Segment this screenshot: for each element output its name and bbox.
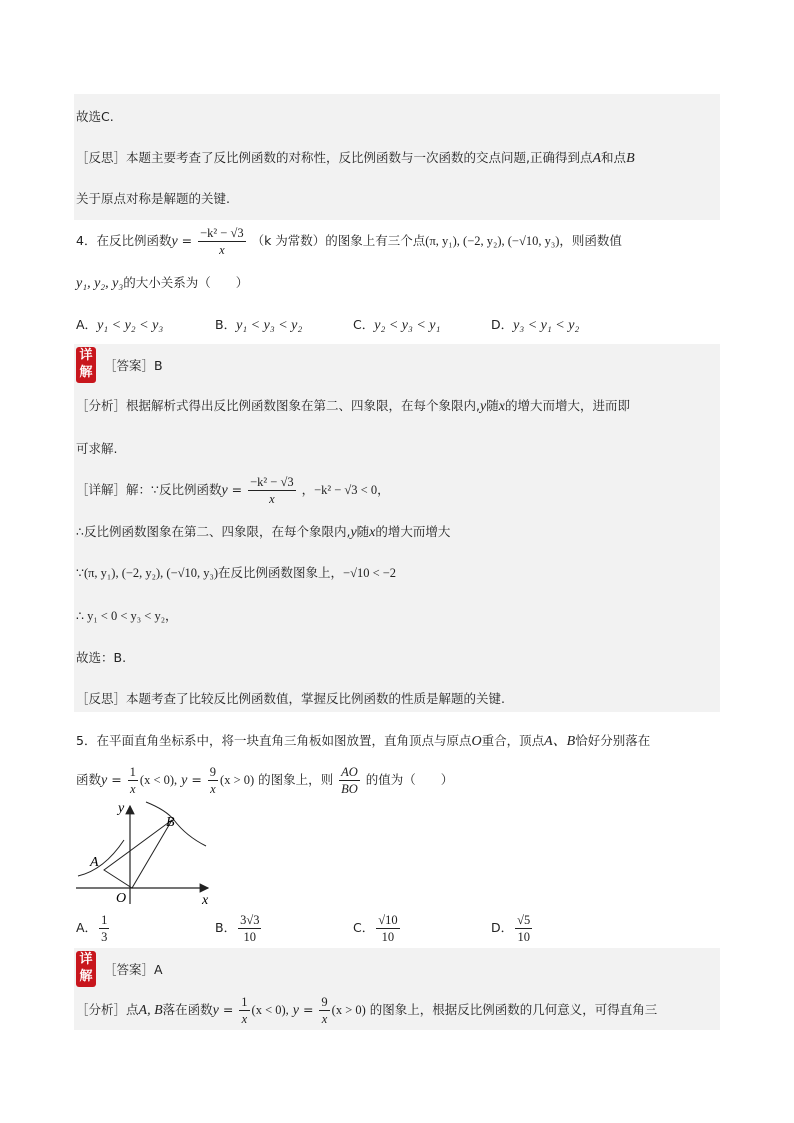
- q4-analysis-line1: ［分析］根据解析式得出反比例函数图象在第二、四象限，在每个象限内,y随x的增大而增大，进而即: [76, 398, 630, 414]
- q3-reflection-line1: ［反思］本题主要考查了反比例函数的对称性，反比例函数与一次函数的交点问题,正确得到点A和点B: [76, 150, 635, 166]
- detail-badge-icon: 详 解: [76, 347, 96, 383]
- q3-conclusion: 故选C.: [76, 109, 114, 124]
- triangle-AOB: [104, 820, 172, 888]
- q4-stem: 4．在反比例函数y = $\frac{\text{−k² − √3}}{x}$ （k 为常数）的图象上有三个点(π, y₁), (−2, y₂), (−√10, y₃)，则函数值: [76, 225, 622, 257]
- q3-reflection-line2: 关于原点对称是解题的关键.: [76, 191, 230, 206]
- graph-label-x: x: [202, 893, 209, 908]
- q4-option-a[interactable]: A．y₁ < y₂ < y₃: [76, 317, 164, 333]
- graph-label-O: O: [116, 891, 127, 906]
- q4-option-b[interactable]: B．y₁ < y₃ < y₂: [215, 317, 303, 333]
- q5-coordinate-figure: [74, 800, 214, 908]
- q4-step2: ∵(π, y₁), (−2, y₂), (−√10, y₃)在反比例函数图象上，−√10 < −2: [76, 565, 397, 580]
- q4-analysis-line2: 可求解.: [76, 441, 118, 456]
- q4-option-d[interactable]: D．y₃ < y₁ < y₂: [491, 317, 580, 333]
- q5-option-a[interactable]: A． $\frac{1}{3}$: [76, 912, 108, 944]
- q4-detail: ［详解］解：∵反比例函数y = $\frac{\text{−k² − √3}}{x}$ ，−k² − √3 < 0，: [76, 474, 390, 506]
- q5-stem-line1: 5．在平面直角坐标系中，将一块直角三角板如图放置，直角顶点与原点O重合，顶点A、B恰好分别落在: [76, 733, 651, 749]
- q5-stem-line2: 函数y = $\frac{1}{x}$ (x < 0), y = $\frac{9}{x}$ (x > 0) 的图象上，则 $\frac{AO}{BO}$ 的值为（ ）: [76, 764, 454, 796]
- q4-step1: ∴反比例函数图象在第二、四象限，在每个象限内,y随x的增大而增大: [76, 524, 451, 540]
- graph-label-B: B: [166, 815, 175, 830]
- graph-label-A: A: [90, 855, 99, 870]
- curve-right: [146, 802, 206, 846]
- q4-stem-line2: y₁, y₂, y₃的大小关系为（ ）: [76, 275, 249, 291]
- q4-conclusion: 故选：B.: [76, 650, 127, 665]
- q4-detail-fraction: $\frac{\text{−k² − √3}}{x}$: [250, 474, 294, 506]
- detail-badge-icon: 详 解: [76, 951, 96, 987]
- q5-analysis: ［分析］点A, B落在函数y = $\frac{1}{x}$ (x < 0), y = $\frac{9}{x}$ (x > 0) 的图象上，根据反比例函数的几何意义，可得直角三: [76, 994, 658, 1026]
- q4-answer: ［答案］B: [104, 358, 163, 373]
- q5-option-c[interactable]: C． $\frac{√10}{10}$: [353, 912, 398, 944]
- graph-label-y: y: [118, 801, 125, 816]
- q4-reflection: ［反思］本题考查了比较反比例函数值，掌握反比例函数的性质是解题的关键.: [76, 691, 505, 706]
- q4-option-c[interactable]: C．y₂ < y₃ < y₁: [353, 317, 441, 333]
- curve-left: [78, 840, 124, 876]
- q5-answer: ［答案］A: [104, 962, 163, 977]
- q5-option-d[interactable]: D． $\frac{√5}{10}$: [491, 912, 531, 944]
- q4-function-fraction: $\frac{\text{−k² − √3}}{x}$: [200, 225, 244, 257]
- q4-step3: ∴ y₁ < 0 < y₃ < y₂，: [76, 609, 178, 623]
- q5-option-b[interactable]: B． $\frac{3√3}{10}$: [215, 912, 260, 944]
